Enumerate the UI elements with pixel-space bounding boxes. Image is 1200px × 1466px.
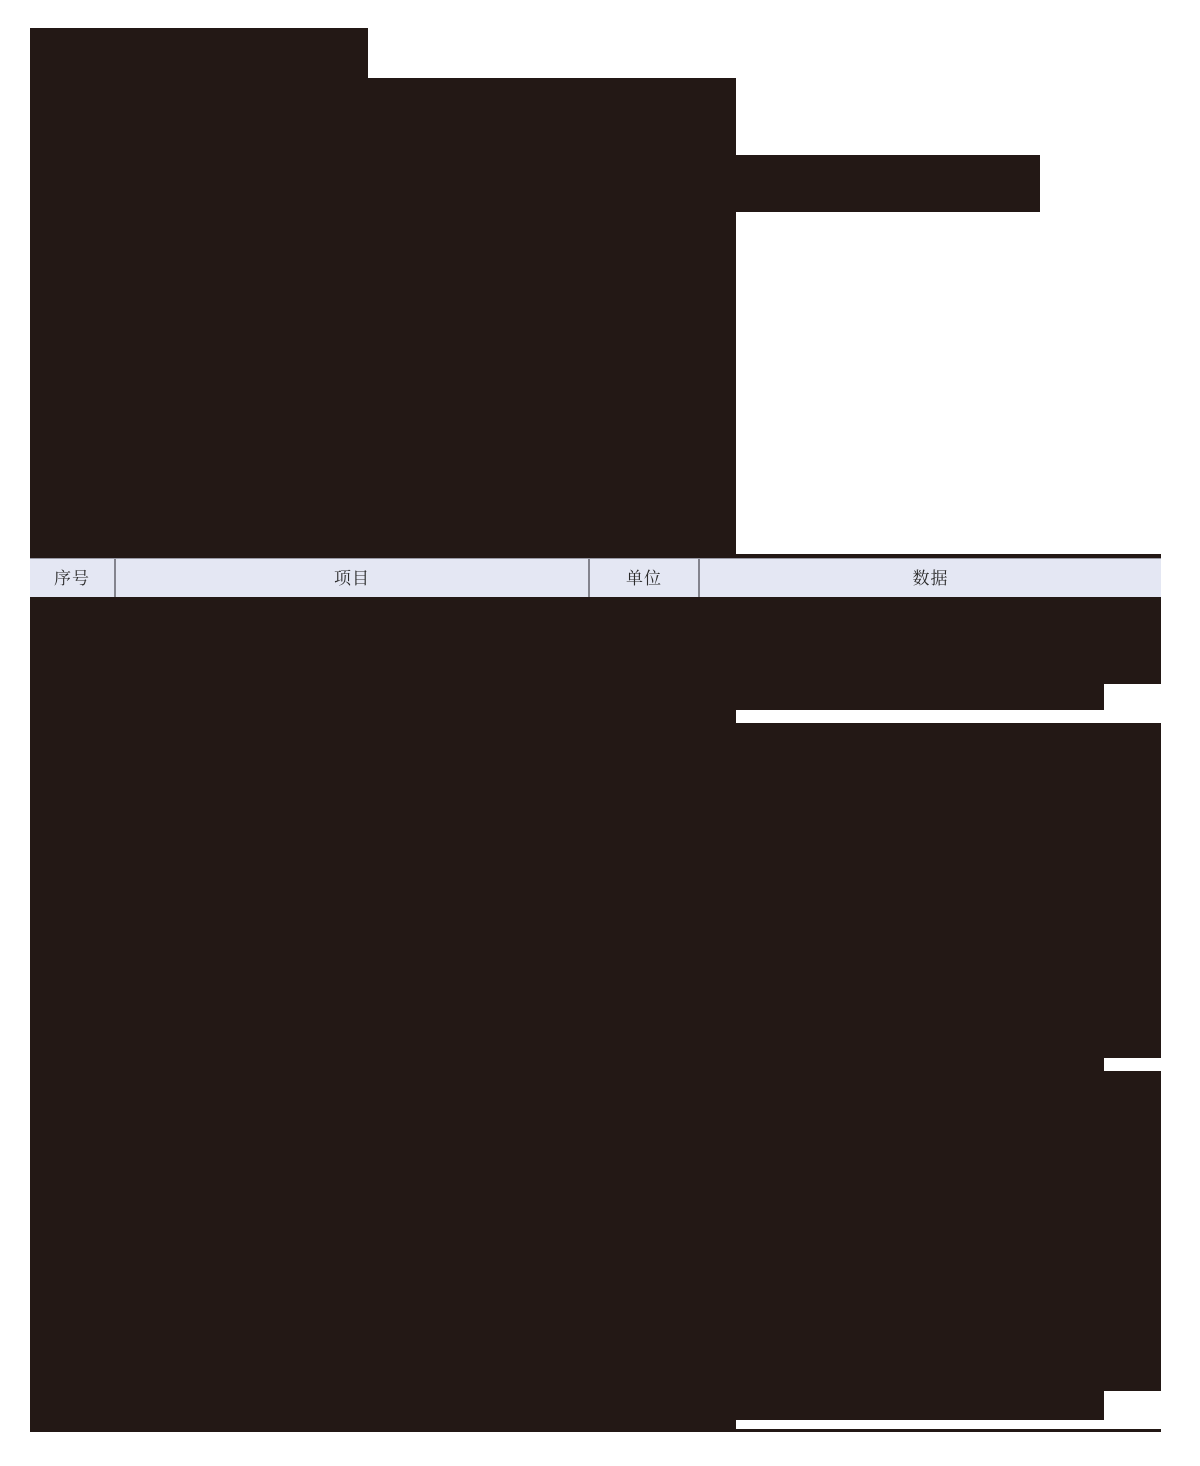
redaction-block (30, 710, 736, 723)
redaction-block (30, 1058, 1104, 1071)
redaction-block (736, 155, 1040, 212)
redaction-block (30, 684, 1104, 710)
column-header-data: 数据 (912, 568, 949, 588)
redaction-block (30, 1071, 1161, 1391)
column-header-index: 序号 (30, 559, 116, 597)
table-header-row (30, 558, 1161, 597)
redaction-block (30, 78, 736, 558)
column-header-unit: 单位 (590, 559, 700, 597)
redaction-block (30, 723, 1161, 1058)
redaction-block (30, 28, 368, 78)
redaction-block (30, 1391, 1104, 1420)
column-header-item: 项目 (116, 559, 590, 597)
redaction-block (30, 597, 1161, 684)
table-bottom-border (30, 1429, 1161, 1432)
